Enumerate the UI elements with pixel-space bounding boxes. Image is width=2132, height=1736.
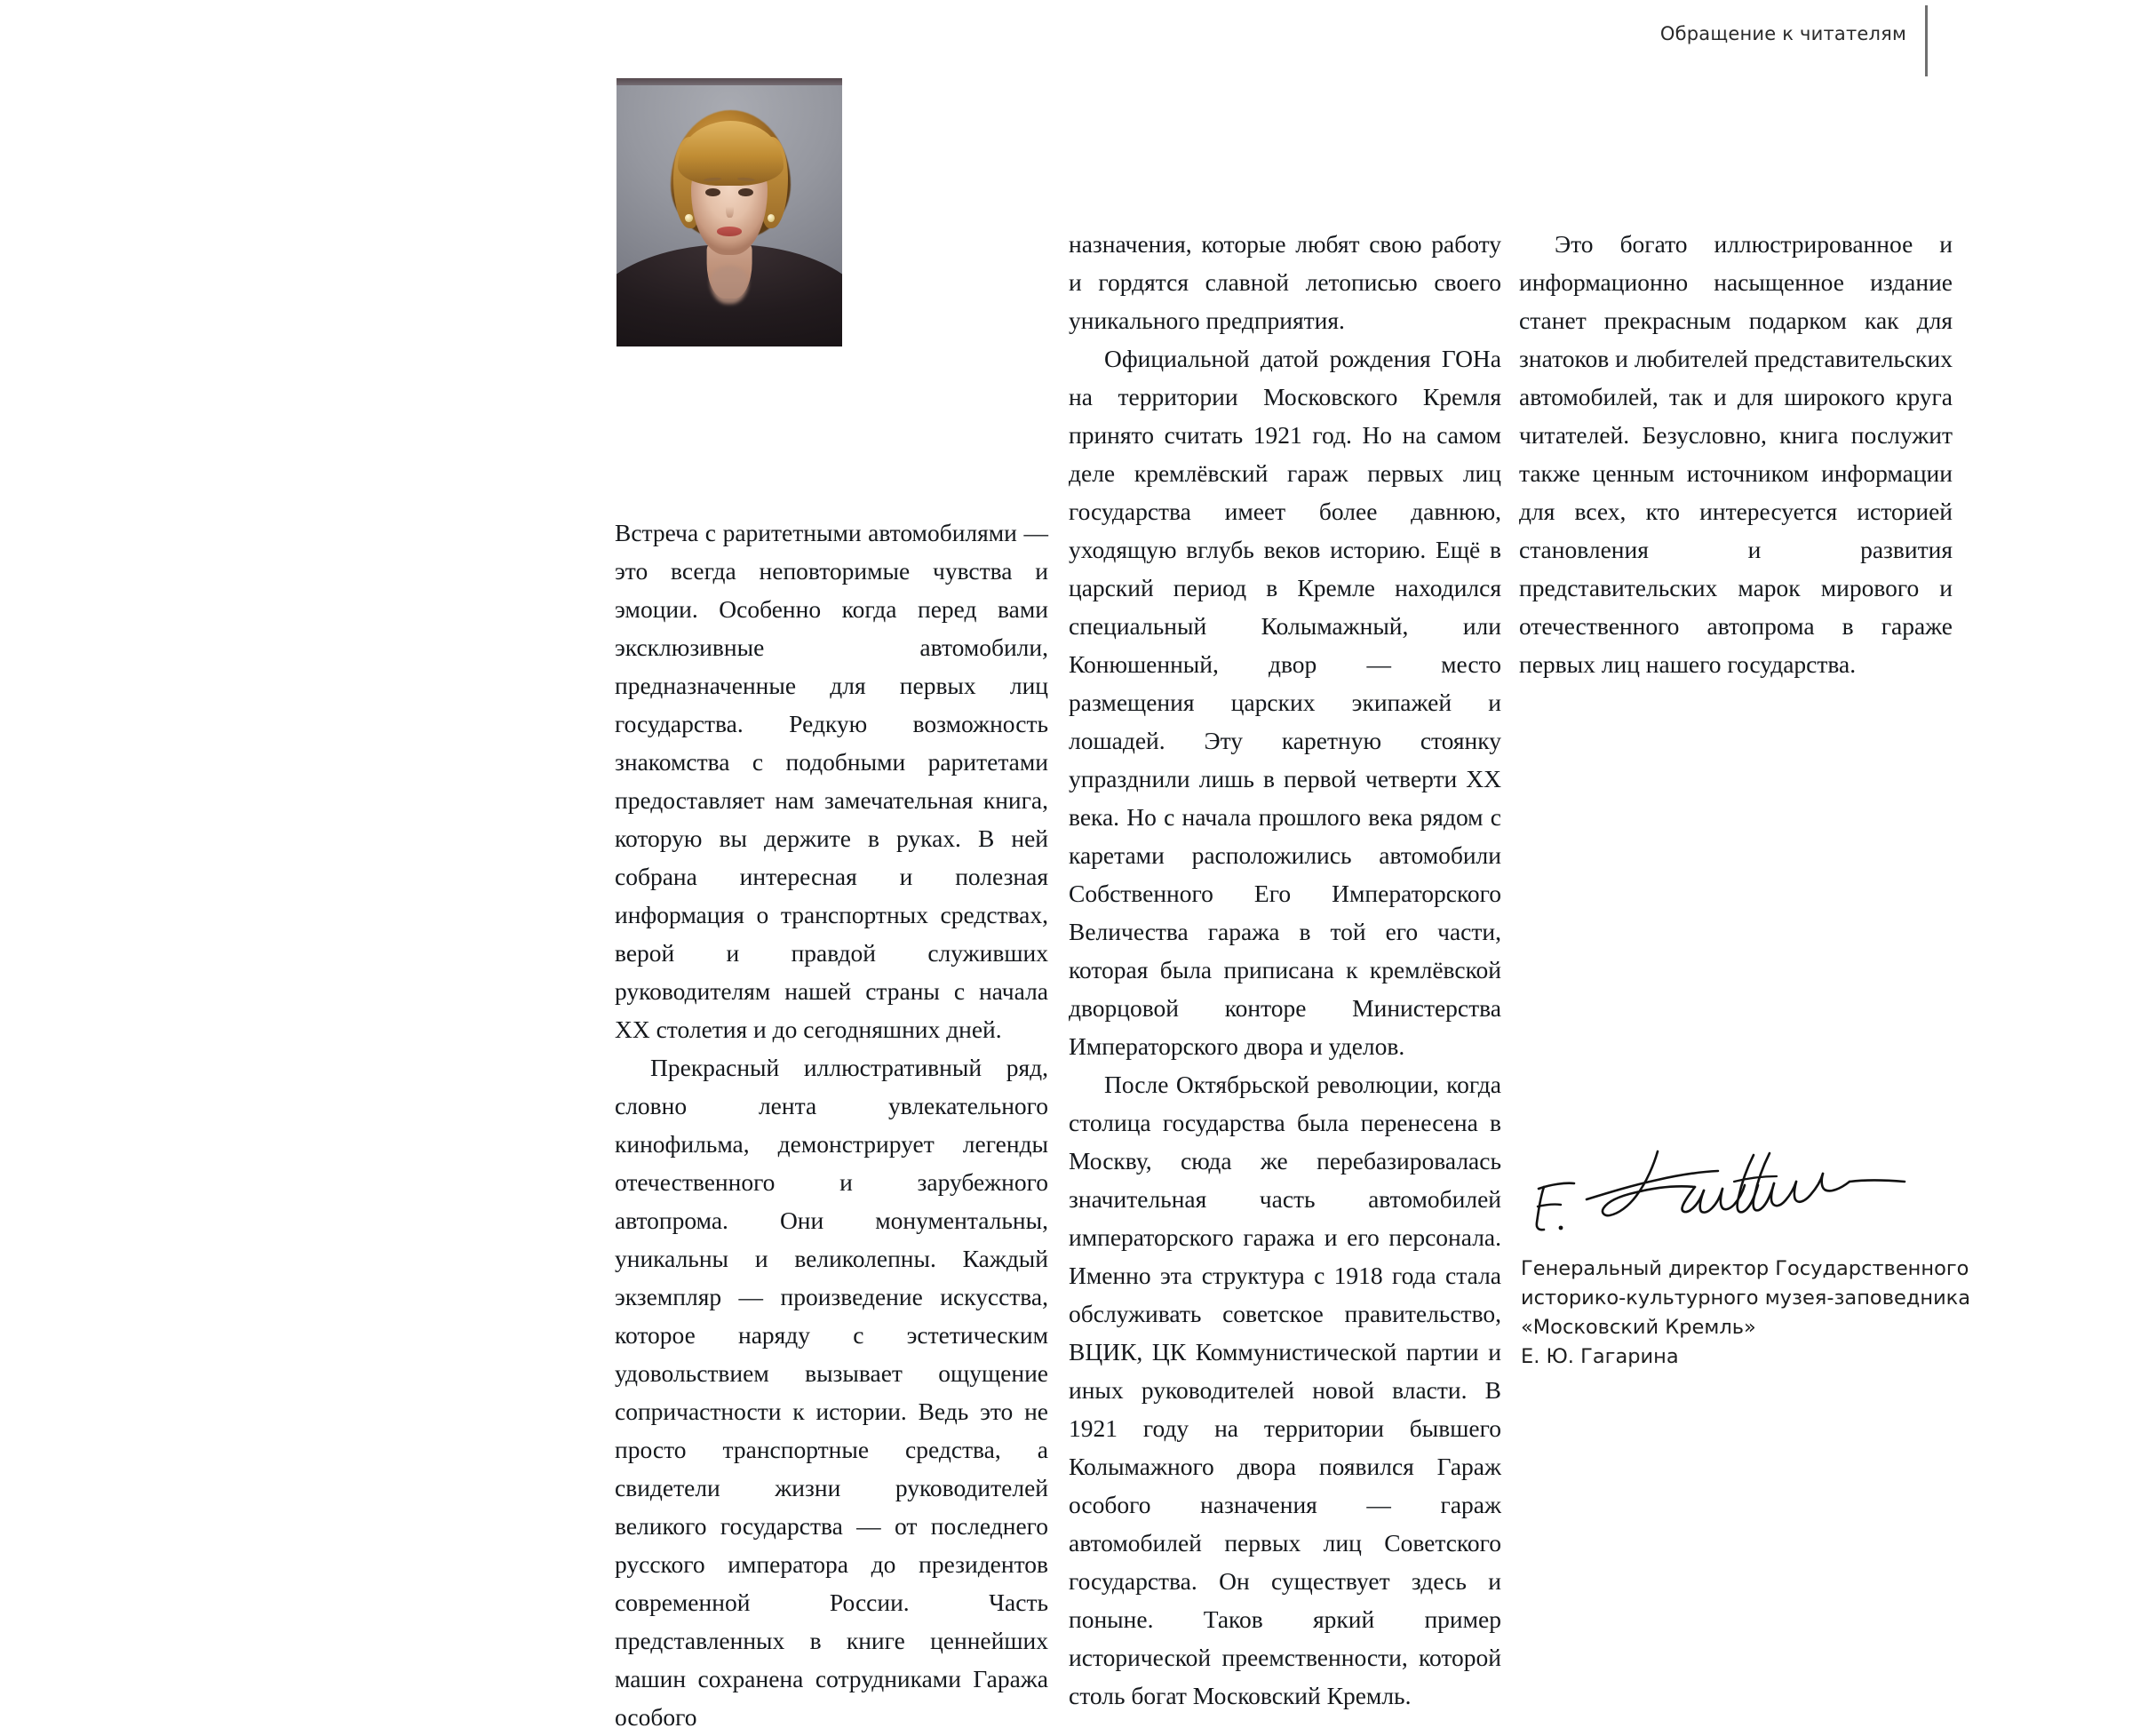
paragraph: Прекрасный иллюстративный ряд, словно лента увлекательного кинофильма, демонстрирует легенды отечественного и зарубежного автопрома. Они монументальны, уникальны и великолепны. Каждый экземпляр — произведение искусства, которое наряду с эстетическим удовольствием вызывает ощущение сопричастности к истории. Ведь это не просто транспортные средства, а свидетели жизни руководителей великого государства — от последнего русского императора до президентов современной России. Часть представленных в книге ценнейших машин сохранена сотрудниками Гаража особого (615, 1054, 1048, 1731)
handwritten-signature (1524, 1143, 1933, 1238)
portrait-photo (617, 78, 842, 346)
portrait-earring-right (768, 214, 775, 222)
running-head: Обращение к читателям (1659, 23, 1906, 44)
running-head-rule (1925, 5, 1928, 76)
signature-block (1521, 1143, 1983, 1372)
signature-name: Е. Ю. Гагарина (1521, 1345, 1679, 1368)
portrait-lips (717, 227, 742, 235)
signature-caption-line: историко-культурного музея-заповедника (1521, 1286, 1971, 1310)
text-column-2 (1069, 225, 1501, 1715)
paragraph: Официальной датой рождения ГОНа на территории Московского Кремля принято считать 1921 год. Но на самом деле кремлёвский гараж первых лиц государства имеет более давнюю, уходящую вглубь веков историю. Ещё в царский период в Кремле находился специальный Колымажный, или Конюшенный, двор — место размещения царских экипажей и лошадей. Эту каретную стоянку упразднили лишь в первой четверти XX века. Но с начала прошлого века рядом с каретами расположились автомобили Собственного Его Императорского Величества гаража в той его части, которая была приписана к кремлёвской дворцовой конторе Министерства Императорского двора и уделов. (1069, 345, 1501, 1060)
portrait-earring-left (685, 214, 692, 222)
signature-caption-line: «Московский Кремль» (1521, 1316, 1756, 1339)
paragraph: Встреча с раритетными автомобилями — это всегда неповторимые чувства и эмоции. Особенно когда перед вами эксклюзивные автомобили, предназначенные для первых лиц государства. Редкую возможность знакомства с подобными раритетами предоставляет нам замечательная книга, которую вы держите в руках. В ней собрана интересная и полезная информация о транспортных средствах, верой и правдой служивших руководителям нашей страны с начала XX столетия и до сегодняшних дней. (615, 519, 1048, 1043)
paragraph: Это богато иллюстрированное и информационно насыщенное издание станет прекрасным подарком как для знатоков и любителей представительских автомобилей, так и для широкого круга читателей. Безусловно, книга послужит также ценным источником информации для всех, кто интересуется историей становления и развития представительских марок мирового и отечественного автопрома в гараже первых лиц нашего государства. (1519, 230, 1953, 678)
paragraph: После Октябрьской революции, когда столица государства была перенесена в Москву, сюда же перебазировалась значительная часть автомобилей императорского гаража и его персонала. Именно эта структура с 1918 года стала обслуживать советское правительство, ВЦИК, ЦК Коммунистической партии и иных руководителей новой власти. В 1921 году на территории бывшего Колымажного двора появился Гараж особого назначения — гараж автомобилей первых лиц Советского государства. Он существует здесь и поныне. Таков яркий пример исторической преемственности, которой столь богат Московский Кремль. (1069, 1071, 1501, 1709)
text-column-3 (1519, 225, 1953, 683)
signature-caption (1521, 1254, 1983, 1372)
text-column-1 (615, 514, 1048, 1736)
paragraph: назначения, которые любят свою работу и гордятся славной летописью своего уникального предприятия. (1069, 230, 1501, 334)
signature-caption-line: Генеральный директор Государственного (1521, 1257, 1969, 1280)
portrait-nose (726, 199, 733, 218)
portrait-top-edge (617, 78, 842, 85)
